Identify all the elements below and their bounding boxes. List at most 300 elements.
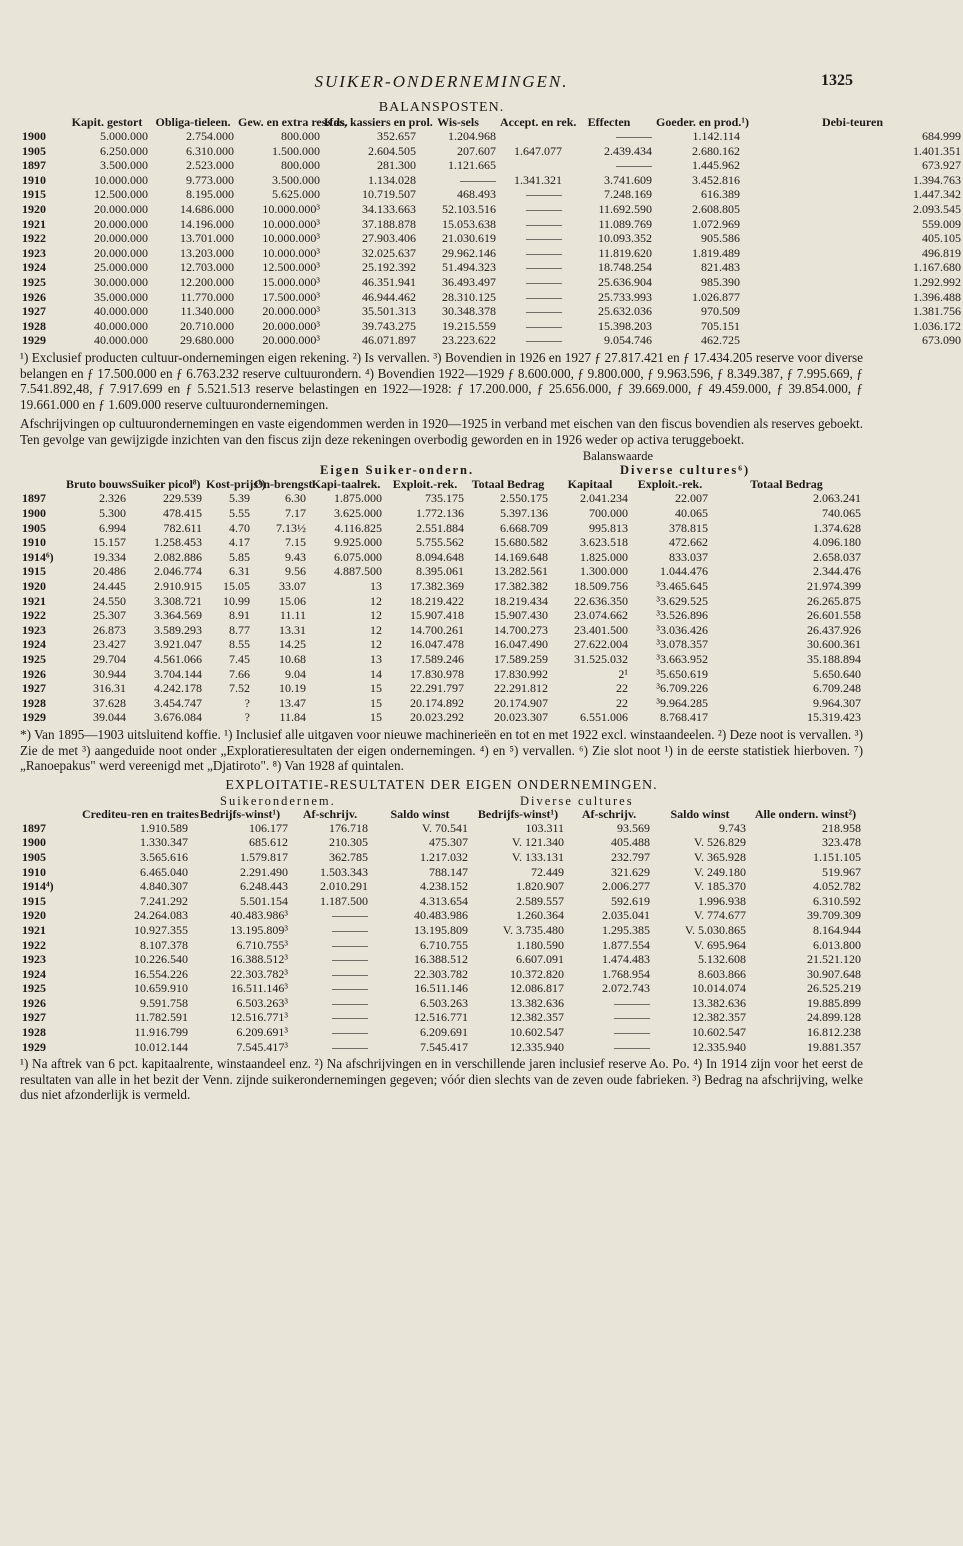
- table-cell: 24.899.128: [807, 1010, 861, 1025]
- table-cell: 1.474.483: [602, 952, 650, 967]
- table-row: [20, 173, 963, 188]
- table-row: [20, 202, 963, 217]
- column-header: Effecten: [587, 115, 631, 129]
- table-cell: 15: [370, 710, 382, 725]
- page-number: 1325: [821, 72, 853, 89]
- table-cell: 3.623.518: [580, 535, 628, 550]
- table-cell: 51.494.323: [442, 260, 496, 275]
- table-cell: 16.047.478: [410, 637, 464, 652]
- table-cell: 8.91: [229, 608, 250, 623]
- table-cell: ³5.650.619: [656, 666, 708, 681]
- table-cell: ———: [614, 995, 650, 1010]
- table-cell: 6.709.248: [813, 681, 861, 696]
- table-cell: 22: [616, 695, 628, 710]
- table-cell: 16.812.238: [807, 1025, 861, 1040]
- table-cell: 2.439.434: [604, 143, 652, 158]
- table-cell: 40.000.000: [94, 304, 148, 319]
- table-cell: 1.217.032: [420, 849, 468, 864]
- table-cell: 30.348.378: [442, 304, 496, 319]
- table-cell: 25.733.993: [598, 289, 652, 304]
- table-cell: 21.521.120: [807, 952, 861, 967]
- table-cell: 5.85: [229, 549, 250, 564]
- table-cell: 17.500.000³: [262, 289, 320, 304]
- suiker-group-label: Suikerondernem.: [220, 793, 336, 808]
- table-cell: V. 774.677: [693, 908, 746, 923]
- table-cell: 2.550.175: [500, 491, 548, 506]
- table-cell: 20.000.000³: [262, 304, 320, 319]
- table-row: [20, 319, 963, 334]
- year-cell: 1921: [22, 593, 46, 608]
- table-cell: 39.044: [93, 710, 126, 725]
- table-cell: 12.200.000: [180, 274, 234, 289]
- table-cell: 46.071.897: [362, 333, 416, 348]
- table-row: [20, 535, 863, 550]
- table-cell: 519.967: [822, 864, 861, 879]
- table-cell: 10.927.355: [134, 922, 188, 937]
- table-cell: ———: [526, 216, 562, 231]
- table-cell: 1.875.000: [334, 491, 382, 506]
- year-cell: 1915: [22, 187, 46, 202]
- table-cell: 7.248.169: [604, 187, 652, 202]
- table-cell: 1.036.172: [913, 318, 961, 333]
- year-cell: 1900: [22, 835, 46, 850]
- table-cell: 2.035.041: [602, 908, 650, 923]
- table-cell: ———: [526, 187, 562, 202]
- table-cell: 12: [370, 622, 382, 637]
- table-cell: 788.147: [429, 864, 468, 879]
- column-header: Exploit.-rek.: [392, 477, 458, 492]
- table-cell: 17.589.259: [494, 652, 548, 666]
- table-cell: 7.13½: [276, 520, 306, 535]
- table-cell: 13.31: [279, 622, 306, 637]
- table-cell: 20.023.307: [494, 710, 548, 725]
- table-cell: 24.550: [93, 593, 126, 608]
- table-cell: 10.372.820: [510, 966, 564, 981]
- table-cell: 11.340.000: [180, 304, 234, 319]
- year-cell: 1910: [22, 864, 46, 879]
- table-row: [20, 938, 863, 953]
- balans-header-row: [20, 116, 963, 129]
- table-cell: ———: [614, 1039, 650, 1054]
- table-cell: 14: [370, 666, 382, 681]
- table-cell: 8.395.061: [416, 564, 464, 579]
- year-cell: 1922: [22, 608, 46, 623]
- table-cell: 1.292.992: [913, 274, 961, 289]
- table-cell: 23.427: [93, 637, 126, 652]
- table-cell: 32.025.637: [362, 245, 416, 260]
- table-cell: 34.133.663: [362, 201, 416, 216]
- table-cell: 19.885.899: [807, 995, 861, 1010]
- table-cell: 25.632.036: [598, 304, 652, 319]
- table-cell: 20.023.292: [410, 710, 464, 725]
- table-cell: 2.063.241: [813, 491, 861, 506]
- table-cell: 24.264.083: [134, 908, 188, 923]
- table-cell: V. 695.964: [693, 937, 746, 952]
- table-cell: 1.996.938: [698, 893, 746, 908]
- table-cell: 833.037: [669, 549, 708, 564]
- table-cell: 3.500.000: [100, 158, 148, 173]
- table-cell: 103.311: [525, 820, 564, 835]
- table-cell: 478.415: [163, 506, 202, 521]
- table-cell: 229.539: [163, 491, 202, 506]
- table-cell: 782.611: [163, 520, 202, 535]
- table-row: [20, 187, 963, 202]
- table-cell: 14.169.648: [494, 549, 548, 564]
- table-cell: 40.483.986³: [230, 908, 288, 923]
- year-cell: 1927: [22, 681, 46, 696]
- year-cell: 1923: [22, 622, 46, 637]
- table-cell: 218.958: [822, 820, 861, 835]
- diverse-group-label: Diverse cultures⁶): [620, 463, 751, 478]
- table-cell: V. 3.735.480: [502, 922, 564, 937]
- table-row: [20, 1040, 863, 1055]
- table-cell: 22.303.782³: [230, 966, 288, 981]
- table-cell: 15.000.000³: [262, 274, 320, 289]
- balanswaarde-body: [20, 491, 863, 725]
- table-cell: 740.065: [822, 506, 861, 521]
- table-cell: 4.70: [229, 520, 250, 535]
- table-row: [20, 579, 863, 594]
- table-row: [20, 290, 963, 305]
- table-cell: 6.551.006: [580, 710, 628, 725]
- table-cell: ———: [332, 981, 368, 996]
- table-cell: 3.704.144: [154, 666, 202, 681]
- balanswaarde-notes: *) Van 1895—1903 uitsluitend koffie. ¹) Inclusief alle uitgaven voor nieuwe machinerieën en tot en met 1922 excl. winstaandeelen. ²) Deze noot is vervallen. ³) Zie de met ³) aangeduide noot onder „Exploratieresultaten der eigen ondernemingen. ⁴) en ⁵) vervallen. ⁶) Zie slot noot ¹) in de eerste statistiek hierboven. ⁷) „Ranoepakus" werd vereenigd met „Djatiroto". ⁸) Van 1928 af quintalen.: [20, 726, 863, 774]
- exploitatie-group-labels: [20, 794, 863, 808]
- year-cell: 1920: [22, 908, 46, 923]
- table-cell: 4.116.825: [334, 520, 382, 535]
- table-row: [20, 967, 863, 982]
- table-cell: 20.174.907: [494, 695, 548, 710]
- table-cell: 6.30: [285, 491, 306, 506]
- table-cell: 8.77: [229, 622, 250, 637]
- table-cell: 5.39: [229, 491, 250, 506]
- table-cell: 6.250.000: [100, 143, 148, 158]
- table-row: [20, 865, 863, 880]
- year-cell: 1922: [22, 937, 46, 952]
- table-cell: 176.718: [329, 820, 368, 835]
- table-row: [20, 246, 963, 261]
- table-cell: 6.710.755³: [236, 937, 288, 952]
- table-cell: 7.241.292: [140, 893, 188, 908]
- table-cell: 6.209.691³: [236, 1025, 288, 1040]
- table-cell: 472.662: [669, 535, 708, 550]
- column-header: Alle ondern. winst²): [754, 806, 857, 821]
- table-cell: 210.305: [329, 835, 368, 850]
- table-cell: 7.66: [229, 666, 250, 681]
- column-header: [20, 116, 64, 129]
- table-row: [20, 521, 863, 536]
- column-header: Debi-teuren: [821, 115, 884, 129]
- table-cell: ———: [526, 304, 562, 319]
- table-cell: 12.500.000³: [262, 260, 320, 275]
- table-row: [20, 304, 963, 319]
- table-cell: ———: [614, 1025, 650, 1040]
- year-cell: 1928: [22, 695, 46, 710]
- table-cell: 6.668.709: [500, 520, 548, 535]
- table-cell: [498, 129, 564, 144]
- table-cell: 3.565.616: [140, 849, 188, 864]
- table-cell: 26.873: [93, 622, 126, 637]
- year-cell: 1900: [22, 506, 46, 521]
- table-row: [20, 158, 963, 173]
- table-cell: 7.545.417: [420, 1039, 468, 1054]
- table-cell: 40.000.000: [94, 318, 148, 333]
- table-cell: 10.99: [223, 593, 250, 608]
- table-cell: V. 365.928: [693, 849, 746, 864]
- table-cell: 2.291.490: [240, 864, 288, 879]
- table-cell: 2.754.000: [186, 129, 234, 143]
- balans-notes: ¹) Exclusief producten cultuur-ondernemingen eigen rekening. ²) Is vervallen. ³) Bovendien in 1926 en 1927 ƒ 27.817.421 en ƒ 17.434.205 reserve voor diverse belangen en ƒ 17.500.000 en ƒ 6.763.232 reserve cultuurondern. ⁴) Bovendien 1922—1929 ƒ 8.600.000, ƒ 9.800.000, ƒ 9.963.596, ƒ 8.349.387, ƒ 7.995.669, ƒ 7.541.892,48, ƒ 7.917.699 en ƒ 5.521.513 reserve belastingen en 1922—1928: ƒ 17.200.000, ƒ 25.656.000, ƒ 39.669.000, ƒ 49.459.000, ƒ 39.854.000, ƒ 19.661.000 en ƒ 1.609.000 reserve cultuurondernemingen.: [20, 349, 863, 412]
- table-cell: ———: [332, 966, 368, 981]
- table-cell: 39.709.309: [807, 908, 861, 923]
- table-cell: 1.341.321: [514, 172, 562, 187]
- exploitatie-header-row: [20, 808, 863, 821]
- table-cell: 7.545.417³: [236, 1039, 288, 1054]
- table-cell: 362.785: [329, 849, 368, 864]
- balanswaarde-label: Balanswaarde: [582, 449, 653, 464]
- table-row: [20, 564, 863, 579]
- column-header: Gew. en extra res.fds.: [238, 115, 348, 129]
- table-cell: 18.219.434: [494, 593, 548, 608]
- table-cell: 1.295.385: [602, 922, 650, 937]
- table-cell: 22.291.797: [410, 681, 464, 696]
- table-cell: 316.31: [93, 681, 126, 696]
- table-row: [20, 894, 863, 909]
- table-row: [20, 710, 863, 725]
- running-title: SUIKER-ONDERNEMINGEN.: [314, 72, 569, 91]
- column-header: Wis-sels: [437, 115, 479, 129]
- year-cell: 1897: [22, 820, 46, 835]
- table-cell: 9.054.746: [604, 333, 652, 348]
- table-cell: ———: [526, 260, 562, 275]
- table-cell: 14.25: [279, 637, 306, 652]
- table-cell: 15.06: [279, 593, 306, 608]
- table-cell: ³3.465.645: [656, 579, 708, 594]
- table-cell: 19.881.357: [807, 1039, 861, 1054]
- year-cell: 1925: [22, 981, 46, 996]
- table-cell: 13.282.561: [494, 564, 548, 579]
- table-cell: 25.192.392: [362, 260, 416, 275]
- table-cell: 4.096.180: [813, 535, 861, 550]
- year-cell: 1929: [22, 710, 46, 725]
- table-cell: ———: [616, 129, 652, 143]
- table-cell: 13.701.000: [180, 231, 234, 246]
- table-cell: ———: [616, 158, 652, 173]
- table-cell: 5.397.136: [500, 506, 548, 521]
- table-cell: 6.503.263: [420, 995, 468, 1010]
- table-cell: 31.525.032: [574, 652, 628, 666]
- table-cell: 5.755.562: [416, 535, 464, 550]
- year-cell: 1926: [22, 666, 46, 681]
- table-cell: 12: [370, 608, 382, 623]
- year-cell: 1914⁶): [22, 549, 54, 564]
- table-cell: 11.84: [279, 710, 306, 725]
- table-cell: 9.43: [285, 549, 306, 564]
- table-row: [20, 623, 863, 638]
- table-cell: V. 185.370: [693, 879, 746, 894]
- table-cell: 6.075.000: [334, 549, 382, 564]
- table-cell: 1.820.907: [516, 879, 564, 894]
- table-cell: 27.622.004: [574, 637, 628, 652]
- table-cell: 11.770.000: [180, 289, 234, 304]
- table-cell: 20.000.000³: [262, 333, 320, 348]
- table-cell: ———: [526, 274, 562, 289]
- table-cell: 3.921.047: [154, 637, 202, 652]
- table-cell: ?: [244, 695, 250, 710]
- table-cell: ³3.036.426: [656, 622, 708, 637]
- table-cell: 22.291.812: [494, 681, 548, 696]
- table-cell: 800.000: [281, 158, 320, 173]
- table-cell: 4.052.782: [813, 879, 861, 894]
- year-cell: 1920: [22, 579, 46, 594]
- year-cell: 1924: [22, 966, 46, 981]
- table-cell: 21.030.619: [442, 231, 496, 246]
- table-row: [20, 129, 963, 144]
- table-cell: 1.374.628: [813, 520, 861, 535]
- table-cell: 1.500.000: [272, 143, 320, 158]
- table-cell: 10.68: [279, 652, 306, 666]
- table-cell: 5.132.608: [698, 952, 746, 967]
- table-cell: 5.300: [99, 506, 126, 521]
- table-cell: 22: [616, 681, 628, 696]
- table-cell: 1.825.000: [580, 549, 628, 564]
- table-cell: V. 70.541: [421, 820, 468, 835]
- table-cell: 1.072.969: [692, 216, 740, 231]
- year-cell: 1905: [22, 849, 46, 864]
- table-row: [20, 996, 863, 1011]
- table-cell: 281.300: [377, 158, 416, 173]
- table-cell: 9.743: [719, 820, 746, 835]
- year-cell: 1927: [22, 304, 46, 319]
- table-cell: 6.710.755: [420, 937, 468, 952]
- table-cell: 321.629: [611, 864, 650, 879]
- table-cell: 22.636.350: [574, 593, 628, 608]
- table-cell: 15.319.423: [807, 710, 861, 725]
- table-cell: ———: [332, 995, 368, 1010]
- column-header: Kapit. gestort: [71, 115, 143, 129]
- column-header: Af-schrijv.: [302, 806, 358, 821]
- table-cell: 18.509.756: [574, 579, 628, 594]
- table-row: [20, 908, 863, 923]
- table-cell: 15: [370, 681, 382, 696]
- year-cell: 1905: [22, 143, 46, 158]
- table-cell: ———: [614, 1010, 650, 1025]
- table-cell: 2.344.476: [813, 564, 861, 579]
- table-cell: 1.330.347: [140, 835, 188, 850]
- table-cell: 26.525.219: [807, 981, 861, 996]
- table-cell: 1.151.105: [813, 849, 861, 864]
- table-row: [20, 981, 863, 996]
- table-cell: ———: [526, 333, 562, 348]
- table-cell: 23.223.622: [442, 333, 496, 348]
- column-header: Saldo winst: [390, 806, 450, 821]
- table-cell: 16.511.146³: [230, 981, 288, 996]
- table-cell: 11.819.620: [598, 245, 652, 260]
- table-cell: 19.215.559: [442, 318, 496, 333]
- year-cell: 1921: [22, 216, 46, 231]
- table-cell: 1.258.453: [154, 535, 202, 550]
- table-cell: 405.105: [922, 231, 961, 246]
- table-cell: 11.916.799: [134, 1025, 188, 1040]
- table-cell: 16.047.490: [494, 637, 548, 652]
- table-cell: V. 249.180: [693, 864, 746, 879]
- table-cell: 10.000.000: [94, 172, 148, 187]
- table-cell: 17.830.978: [410, 666, 464, 681]
- column-header: Kas, kassiers en prol.: [324, 115, 433, 129]
- table-row: [20, 667, 863, 682]
- table-cell: 2.010.291: [320, 879, 368, 894]
- table-cell: 1.142.114: [692, 129, 740, 143]
- table-cell: 5.650.640: [813, 666, 861, 681]
- table-row: [20, 1010, 863, 1025]
- table-cell: 6.310.592: [813, 893, 861, 908]
- table-cell: 592.619: [611, 893, 650, 908]
- table-cell: 700.000: [589, 506, 628, 521]
- table-cell: 10.012.144: [134, 1039, 188, 1054]
- table-cell: 821.483: [701, 260, 740, 275]
- table-cell: 800.000: [281, 129, 320, 143]
- table-cell: 10.000.000³: [262, 231, 320, 246]
- year-cell: 1928: [22, 318, 46, 333]
- table-cell: 4.242.178: [154, 681, 202, 696]
- balanswaarde-header-row: [20, 478, 863, 491]
- year-cell: 1897: [22, 491, 46, 506]
- table-cell: 12.382.357: [510, 1010, 564, 1025]
- table-row: [20, 850, 863, 865]
- table-cell: 3.454.747: [154, 695, 202, 710]
- table-cell: 10.093.352: [598, 231, 652, 246]
- table-cell: 30.600.361: [807, 637, 861, 652]
- table-cell: 40.065: [675, 506, 708, 521]
- table-cell: 7.15: [285, 535, 306, 550]
- table-cell: ———: [332, 1039, 368, 1054]
- table-cell: 8.195.000: [186, 187, 234, 202]
- table-cell: 496.819: [922, 245, 961, 260]
- table-cell: 905.586: [701, 231, 740, 246]
- table-cell: 8.094.648: [416, 549, 464, 564]
- table-cell: 15.05: [223, 579, 250, 594]
- table-cell: 3.589.293: [154, 622, 202, 637]
- table-cell: 1.445.962: [692, 158, 740, 173]
- table-cell: 10.226.540: [134, 952, 188, 967]
- table-cell: 1.772.136: [416, 506, 464, 521]
- year-cell: 1910: [22, 535, 46, 550]
- table-cell: 1.503.343: [320, 864, 368, 879]
- column-header: Saldo winst: [670, 806, 730, 821]
- year-cell: 1929: [22, 333, 46, 348]
- balans-title: BALANSPOSTEN.: [378, 100, 505, 115]
- table-cell: V. 526.829: [693, 835, 746, 850]
- table-row: [20, 260, 963, 275]
- table-cell: 72.449: [531, 864, 564, 879]
- table-cell: [498, 158, 564, 173]
- table-cell: 15.907.418: [410, 608, 464, 623]
- column-header: Accept. en rek.: [500, 115, 577, 129]
- table-cell: 13.203.000: [180, 245, 234, 260]
- table-cell: 20.174.892: [410, 695, 464, 710]
- table-row: [20, 491, 863, 506]
- table-cell: ³9.964.285: [656, 695, 708, 710]
- table-cell: 25.000.000: [94, 260, 148, 275]
- table-cell: 1.044.476: [660, 564, 708, 579]
- table-cell: ³3.526.896: [656, 608, 708, 623]
- column-header: Totaal Bedrag: [750, 477, 823, 492]
- table-row: [20, 652, 863, 667]
- column-header: [20, 478, 64, 491]
- table-cell: 11.089.769: [598, 216, 652, 231]
- table-cell: 1.447.342: [913, 187, 961, 202]
